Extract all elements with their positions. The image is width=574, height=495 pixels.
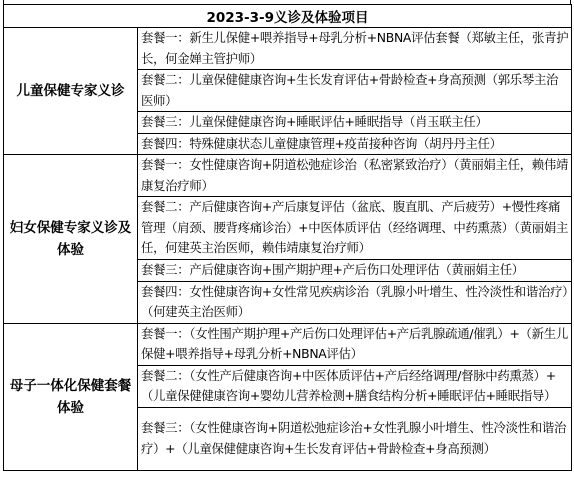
package-cell: 套餐二：产后健康咨询+产后康复评估（盆底、腹直肌、产后疲劳）+慢性疼痛管理（肩颈、腰背疼痛诊治）+中医体质评估（经络调理、中药熏蒸）（黄丽娟主任，何建英主治医师，赖伟靖康复治疗师） xyxy=(138,197,572,260)
package-cell: 套餐二：（女性产后健康咨询+中医体质评估+产后经络调理/督脉中药熏蒸）+（儿童保健健康咨询+婴幼儿营养检测+膳食结构分析+睡眠评估+睡眠指导） xyxy=(138,365,572,407)
category-mother-child: 母子一体化保健套餐体验 xyxy=(4,323,138,470)
package-cell: 套餐二：儿童保健健康咨询+生长发育评估+骨龄检查+身高预测（郭乐琴主治医师） xyxy=(138,70,572,112)
package-cell: 套餐一：（女性围产期护理+产后伤口处理评估+产后乳腺疏通/催乳）+（新生儿保健+喂养指导+母乳分析+NBNA评估） xyxy=(138,323,572,365)
category-women-health: 妇女保健专家义诊及体验 xyxy=(4,155,138,324)
package-cell: 套餐一：女性健康咨询+阴道松弛症诊治（私密紧致治疗）（黄丽娟主任，赖伟靖康复治疗师） xyxy=(138,155,572,197)
title-row xyxy=(4,5,572,28)
package-cell: 套餐四：女性健康咨询+女性常见疾病诊治（乳腺小叶增生、性冷淡性和谐治疗）（何建英主治医师） xyxy=(138,281,572,323)
table-title: 2023-3-9义诊及体验项目 xyxy=(4,5,572,28)
package-cell: 套餐四：特殊健康状态儿童健康管理+疫苗接种咨询（胡丹丹主任） xyxy=(138,133,572,155)
table-row xyxy=(4,155,572,197)
package-cell: 套餐一：新生儿保健+喂养指导+母乳分析+NBNA评估套餐（郑敏主任，张青护长，何金婵主管护师） xyxy=(138,28,572,70)
package-cell: 套餐三：儿童保健健康咨询+睡眠评估+睡眠指导（肖玉联主任） xyxy=(138,112,572,134)
package-cell: 套餐三：产后健康咨询+围产期护理+产后伤口处理评估（黄丽娟主任） xyxy=(138,260,572,282)
table-row xyxy=(4,28,572,70)
package-cell: 套餐三：（女性健康咨询+阴道松弛症诊治+女性乳腺小叶增生、性冷淡性和谐治疗）+（儿童保健健康咨询+生长发育评估+骨龄检查+身高预测） xyxy=(138,407,572,470)
category-child-health: 儿童保健专家义诊 xyxy=(4,28,138,155)
table-row xyxy=(4,323,572,365)
project-table xyxy=(3,4,572,471)
